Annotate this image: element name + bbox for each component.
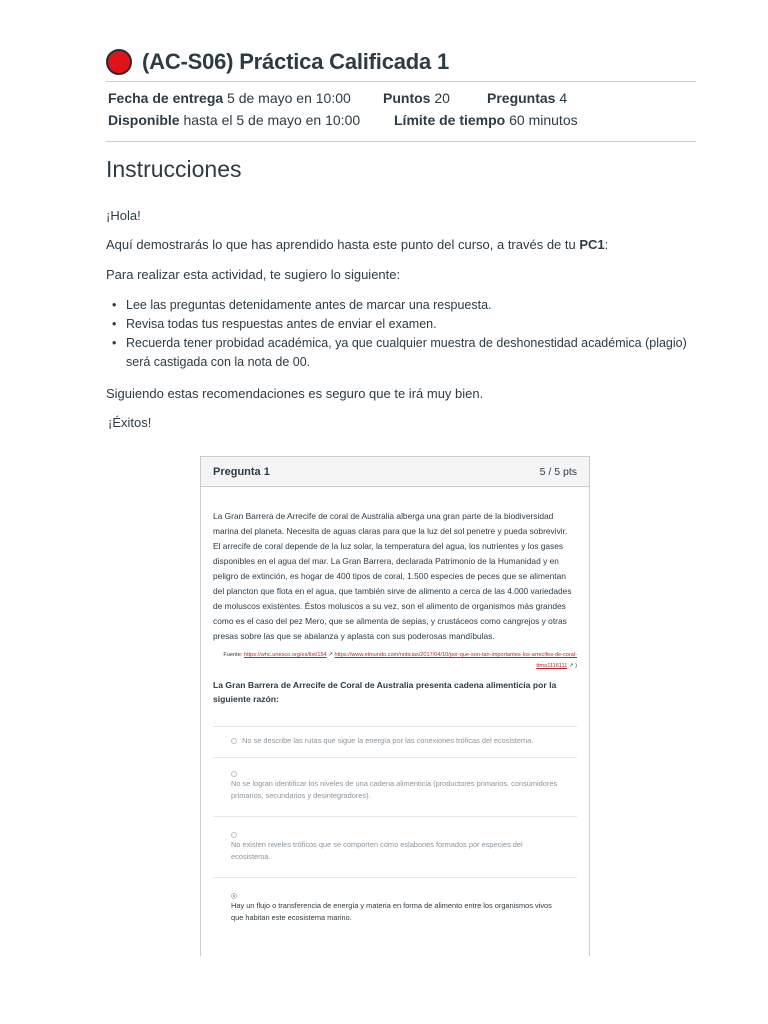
quiz-header xyxy=(106,42,696,82)
intro-text-bold: PC1 xyxy=(579,237,605,252)
meta-questions-value: 4 xyxy=(559,90,568,106)
greeting-text: ¡Hola! xyxy=(106,208,141,223)
source-label: Fuente: xyxy=(223,652,243,658)
source-link-unesco[interactable]: https://whc.unesco.org/es/list/154 xyxy=(243,652,327,658)
radio-icon[interactable] xyxy=(231,771,237,777)
meta-time-limit-label: Límite de tiempo xyxy=(394,112,506,128)
list-item: • Recuerda tener probidad académica, ya que cualquier muestra de deshonestidad académica (plagio) será castigada con la nota de 00. xyxy=(112,334,692,372)
meta-time-limit xyxy=(394,112,578,128)
question-source xyxy=(213,650,577,672)
list-item: • Revisa todas tus respuestas antes de enviar el examen. xyxy=(112,315,692,334)
instructions-heading: Instrucciones xyxy=(106,156,242,182)
question-prompt: La Gran Barrera de Arrecife de Coral de Australia presenta cadena alimenticia por la siguiente razón: xyxy=(213,680,557,704)
intro-text xyxy=(106,236,608,254)
meta-divider xyxy=(106,141,696,142)
closing-text: Siguiendo estas recomendaciones es seguro que te irá muy bien. xyxy=(106,386,484,401)
status-dot-icon xyxy=(106,49,132,75)
source-link-elmundo[interactable]: https://www.elmundo.com/noticias/2017/04/10/por-que-son-tan-importantes-los-arrecifes-de-coral-ttmo1116111 xyxy=(334,652,577,669)
meta-points-value: 20 xyxy=(434,90,450,106)
meta-available-value: hasta el 5 de mayo en 10:00 xyxy=(183,112,361,128)
meta-points xyxy=(383,90,450,106)
meta-questions-label: Preguntas xyxy=(487,90,556,106)
question-header xyxy=(201,457,589,487)
question-text: La Gran Barrera de Arrecife de coral de Australia alberga una gran parte de la biodiversidad marina del planeta. Necesita de aguas claras para que la luz del sol penetre y pueda sobrevivir. El arrecife de coral depende de la luz solar, la temperatura del agua, los nutrientes y los gases disponibles en el agua del mar. La Gran Barrera, declarada Patrimonio de la Humanidad y en peligro de extinción, es hogar de 400 tipos de coral, 1.500 especies de peces que se alimentan del plancton que flota en el agua, que también sirve de alimento a cerca de las 4.000 variedades de moluscos existentes. Éstos moluscos a su vez, son el alimento de organismos más grandes como es el caso del pez Mero, que se alimenta de sepias, y crustáceos como cangrejos y otras presas sobre las que se abalanza y aplasta con sus poderosas mandíbulas. xyxy=(213,511,572,641)
answer-text: Hay un flujo o transferencia de energía y materia en forma de alimento entre los organismos vivos que habitan este ecosistema marino. xyxy=(231,901,552,922)
question-title: Pregunta 1 xyxy=(213,465,270,478)
meta-available-label: Disponible xyxy=(108,112,180,128)
list-item: • Lee las preguntas detenidamente antes de marcar una respuesta. xyxy=(112,296,692,315)
source-end: ) xyxy=(575,663,577,669)
meta-due xyxy=(108,90,351,106)
meta-due-label: Fecha de entrega xyxy=(108,90,224,106)
question-body xyxy=(201,487,589,934)
suggest-text: Para realizar esta actividad, te sugiero lo siguiente: xyxy=(106,267,401,282)
radio-icon[interactable] xyxy=(231,738,237,744)
answer-list xyxy=(213,726,577,934)
header-divider xyxy=(106,81,696,82)
meta-due-value: 5 de mayo en 10:00 xyxy=(227,90,351,106)
external-link-icon: ↗ xyxy=(328,652,333,658)
meta-available xyxy=(108,112,360,128)
meta-points-label: Puntos xyxy=(383,90,431,106)
instructions-list xyxy=(112,296,692,372)
intro-text-end: : xyxy=(604,237,609,252)
wish-text: ¡Éxitos! xyxy=(108,415,152,430)
intro-text-start: Aquí demostrarás lo que has aprendido hasta este punto del curso, a través de tu xyxy=(106,237,580,252)
meta-questions xyxy=(487,90,567,106)
page-title: (AC-S06) Práctica Calificada 1 xyxy=(142,49,450,74)
answer-text: No existen niveles tróficos que se comporten como eslabones formados por especies del ecosistema. xyxy=(231,840,523,861)
answer-option[interactable] xyxy=(213,726,577,757)
answer-option-selected[interactable] xyxy=(213,877,577,934)
external-link-icon: ↗ xyxy=(568,663,574,669)
answer-text: No se logran identificar los niveles de una cadena alimenticia (productores primarios, consumidores primarios, secundarios y desintegradores). xyxy=(231,779,558,800)
answer-text: No se describe las rutas que sigue la energía por las conexiones tróficas del ecosistema. xyxy=(242,736,534,745)
question-points: 5 / 5 pts xyxy=(539,465,577,478)
radio-icon[interactable] xyxy=(231,832,237,838)
radio-selected-icon[interactable] xyxy=(231,893,237,899)
answer-option[interactable] xyxy=(213,816,577,873)
question-card xyxy=(200,456,590,956)
answer-option[interactable] xyxy=(213,757,577,812)
meta-time-limit-value: 60 minutos xyxy=(509,112,578,128)
